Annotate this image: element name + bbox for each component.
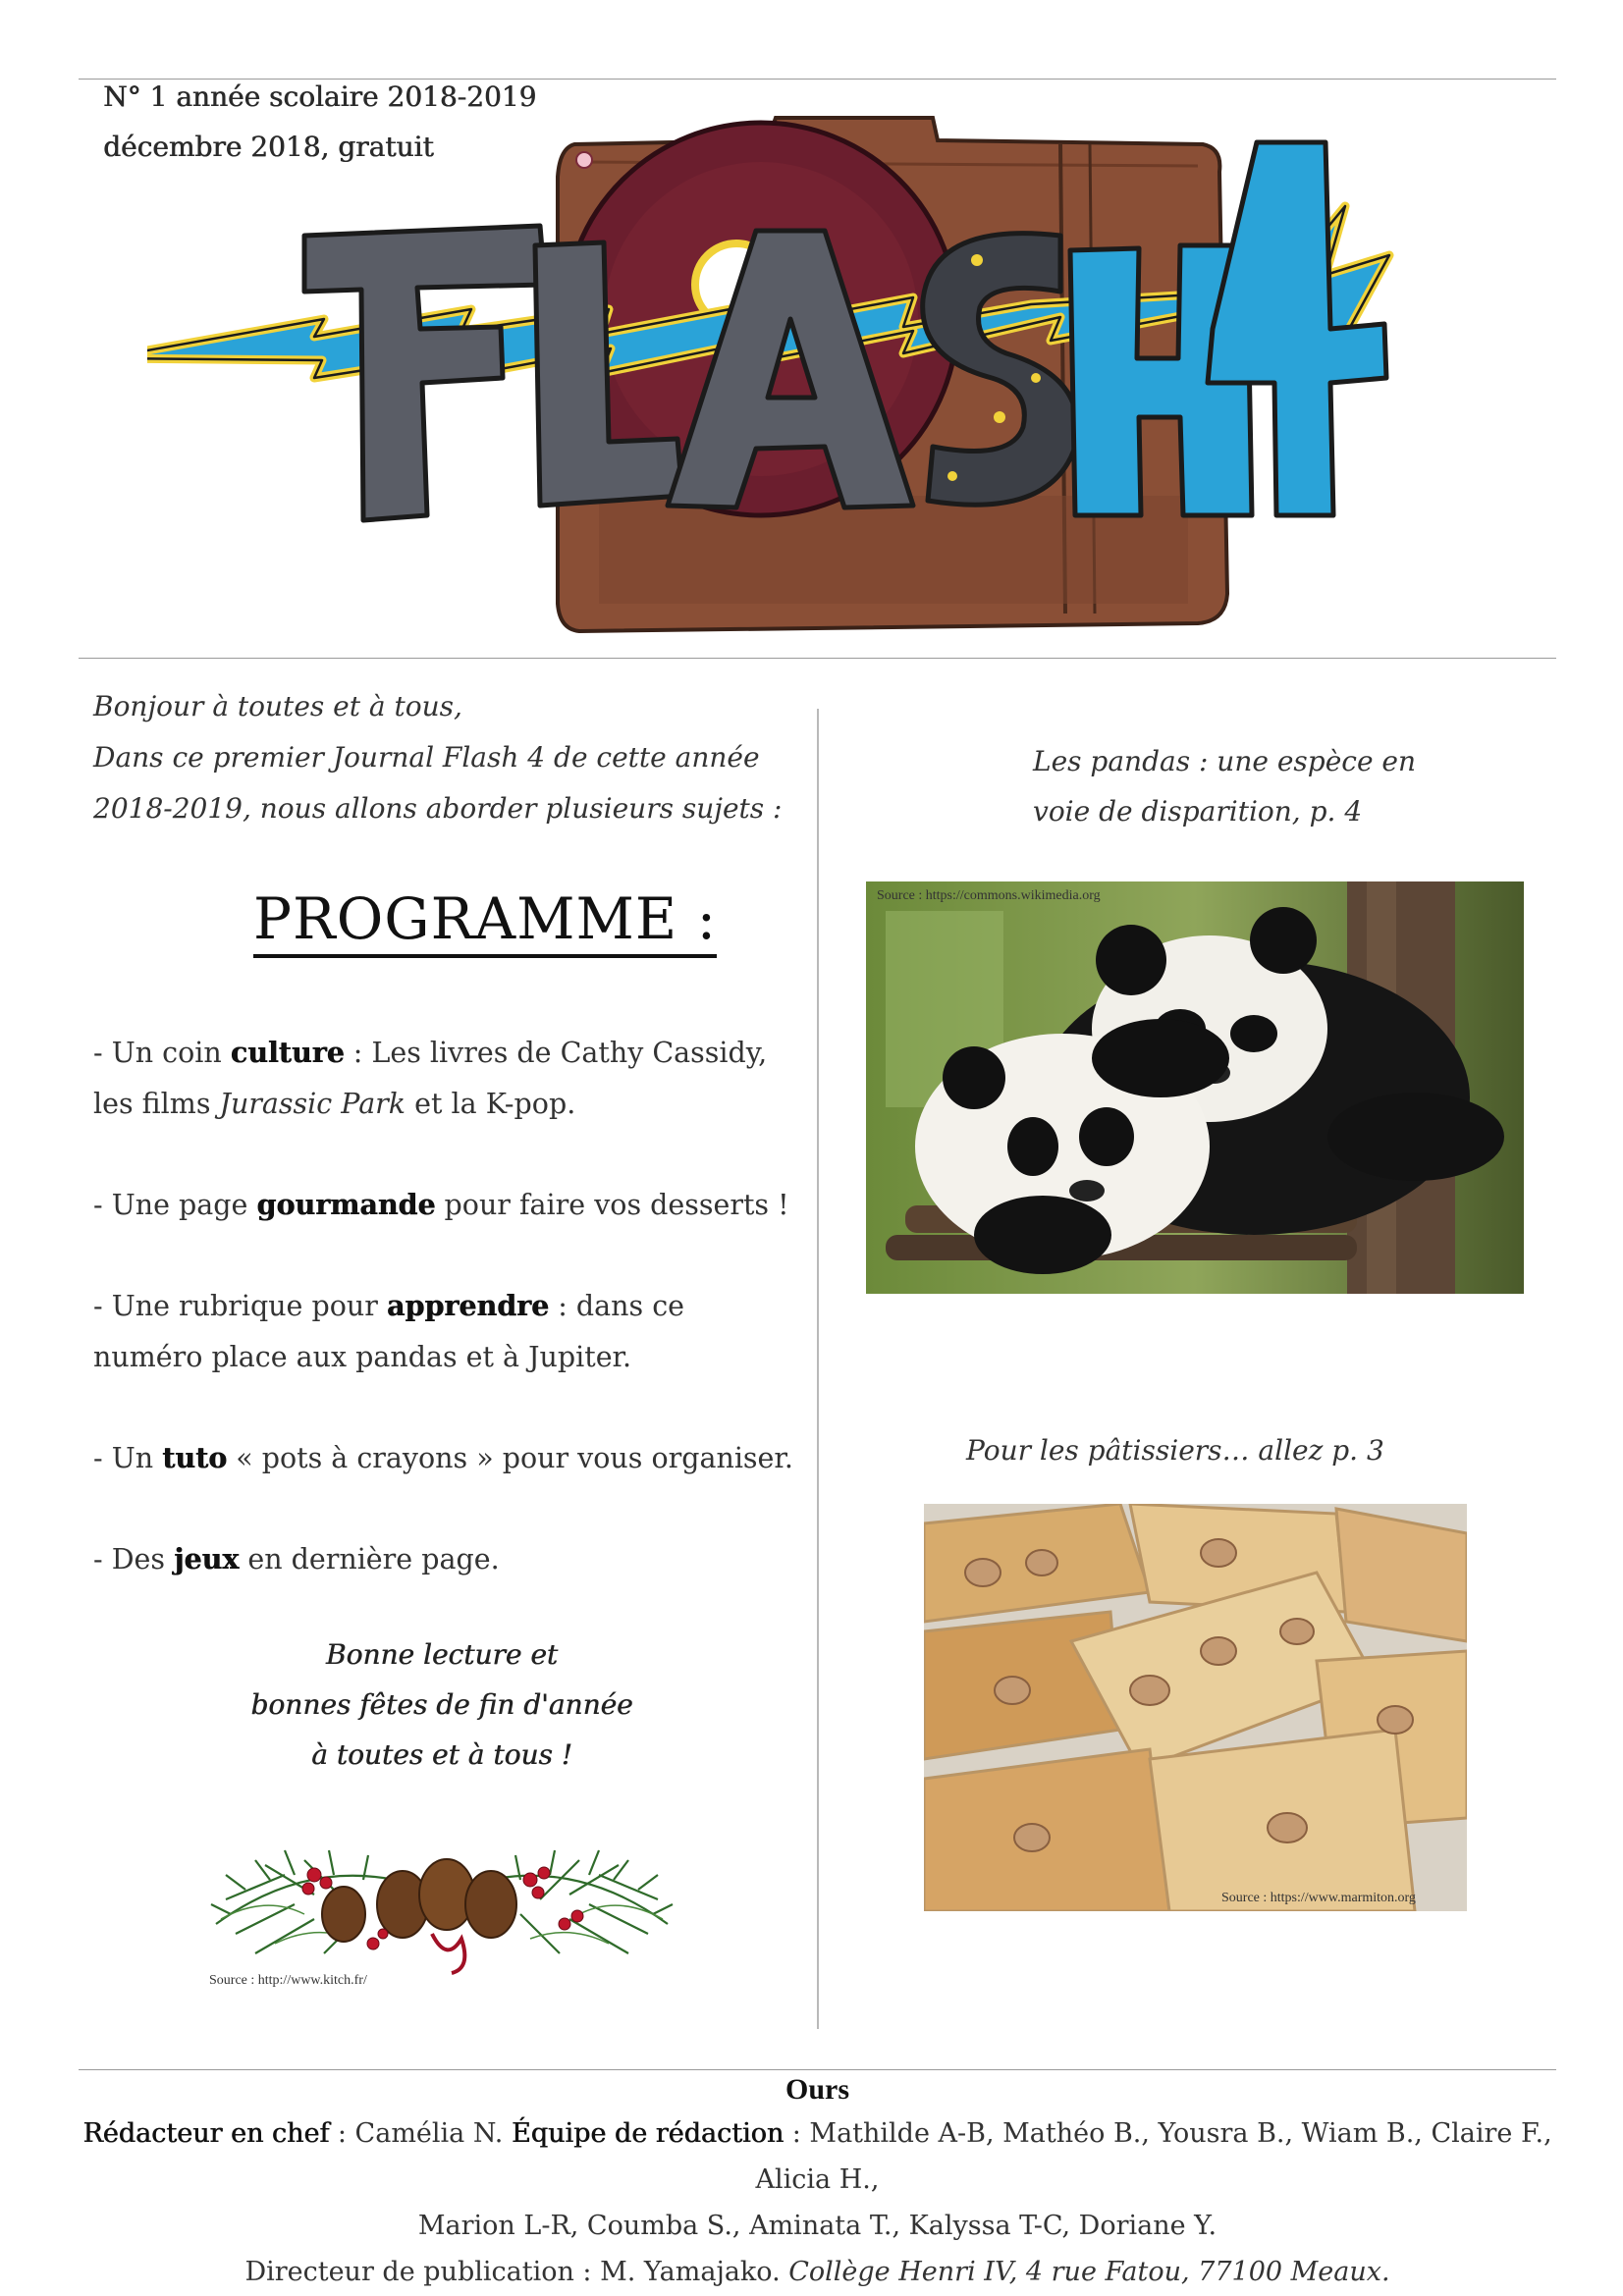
programme-list	[93, 1027, 800, 1634]
flash-4-logo	[147, 83, 1483, 653]
panda-photo	[866, 881, 1524, 1294]
keyword: tuto	[162, 1441, 228, 1474]
footer-line-3: Directeur de publication : M. Yamajako. Collège Henri IV, 4 rue Fatou, 77100 Meaux.	[244, 2257, 1390, 2287]
keyword: jeux	[174, 1542, 240, 1575]
programme-item: - Des jeux en dernière page.	[93, 1542, 500, 1575]
top-rule	[79, 79, 1556, 80]
keyword: culture	[230, 1036, 345, 1069]
programme-item: - Un tuto « pots à crayons » pour vous organiser.	[93, 1441, 793, 1474]
programme-item: - Une rubrique pour apprendre : dans ce numéro place aux pandas et à Jupiter.	[93, 1289, 685, 1373]
footer-title: Ours	[784, 2073, 849, 2106]
panda-caption-2: voie de disparition, p. 4	[1033, 795, 1363, 828]
masthead-footer	[79, 2069, 1556, 2295]
intro-text	[93, 681, 800, 834]
intro-line: Dans ce premier Journal Flash 4 de cette année	[93, 741, 760, 774]
wreath-source: Source : http://www.kitch.fr/	[209, 1973, 367, 1988]
footer-line-2: Marion L-R, Coumba S., Aminata T., Kalyssa T-C, Doriane Y.	[417, 2211, 1217, 2241]
panda-caption-1: Les pandas : une espèce en	[1033, 745, 1417, 777]
greeting: Bonne lecture et bonnes fêtes de fin d'année à toutes et à tous !	[250, 1638, 633, 1771]
panda-source: Source : https://commons.wikimedia.org	[877, 888, 1101, 903]
programme-title: PROGRAMME :	[253, 885, 717, 958]
pastry-source: Source : https://www.marmiton.org	[1221, 1891, 1416, 1905]
pastry-caption: Pour les pâtissiers… allez p. 3	[966, 1434, 1384, 1467]
programme-item: - Une page gourmande pour faire vos desserts !	[93, 1188, 789, 1221]
issue-line: N° 1 année scolaire 2018-2019	[103, 80, 537, 113]
intro-line: Bonjour à toutes et à tous,	[93, 690, 462, 722]
footer-line-1: Rédacteur en chef : Camélia N. Équipe de rédaction : Mathilde A-B, Mathéo B., Yousra B., Wiam B., Claire F., Alicia H.,	[82, 2118, 1552, 2195]
column-divider	[817, 709, 819, 2029]
programme-item: - Un coin culture : Les livres de Cathy Cassidy, les films Jurassic Park et la K-pop.	[93, 1036, 768, 1120]
keyword: gourmande	[256, 1188, 436, 1221]
keyword: apprendre	[386, 1289, 550, 1322]
pine-wreath-image	[206, 1806, 677, 1983]
date-line: décembre 2018, gratuit	[103, 131, 434, 163]
biscotti-photo	[924, 1504, 1467, 1911]
header-rule	[79, 658, 1556, 659]
intro-line: 2018-2019, nous allons aborder plusieurs sujets :	[93, 792, 783, 825]
